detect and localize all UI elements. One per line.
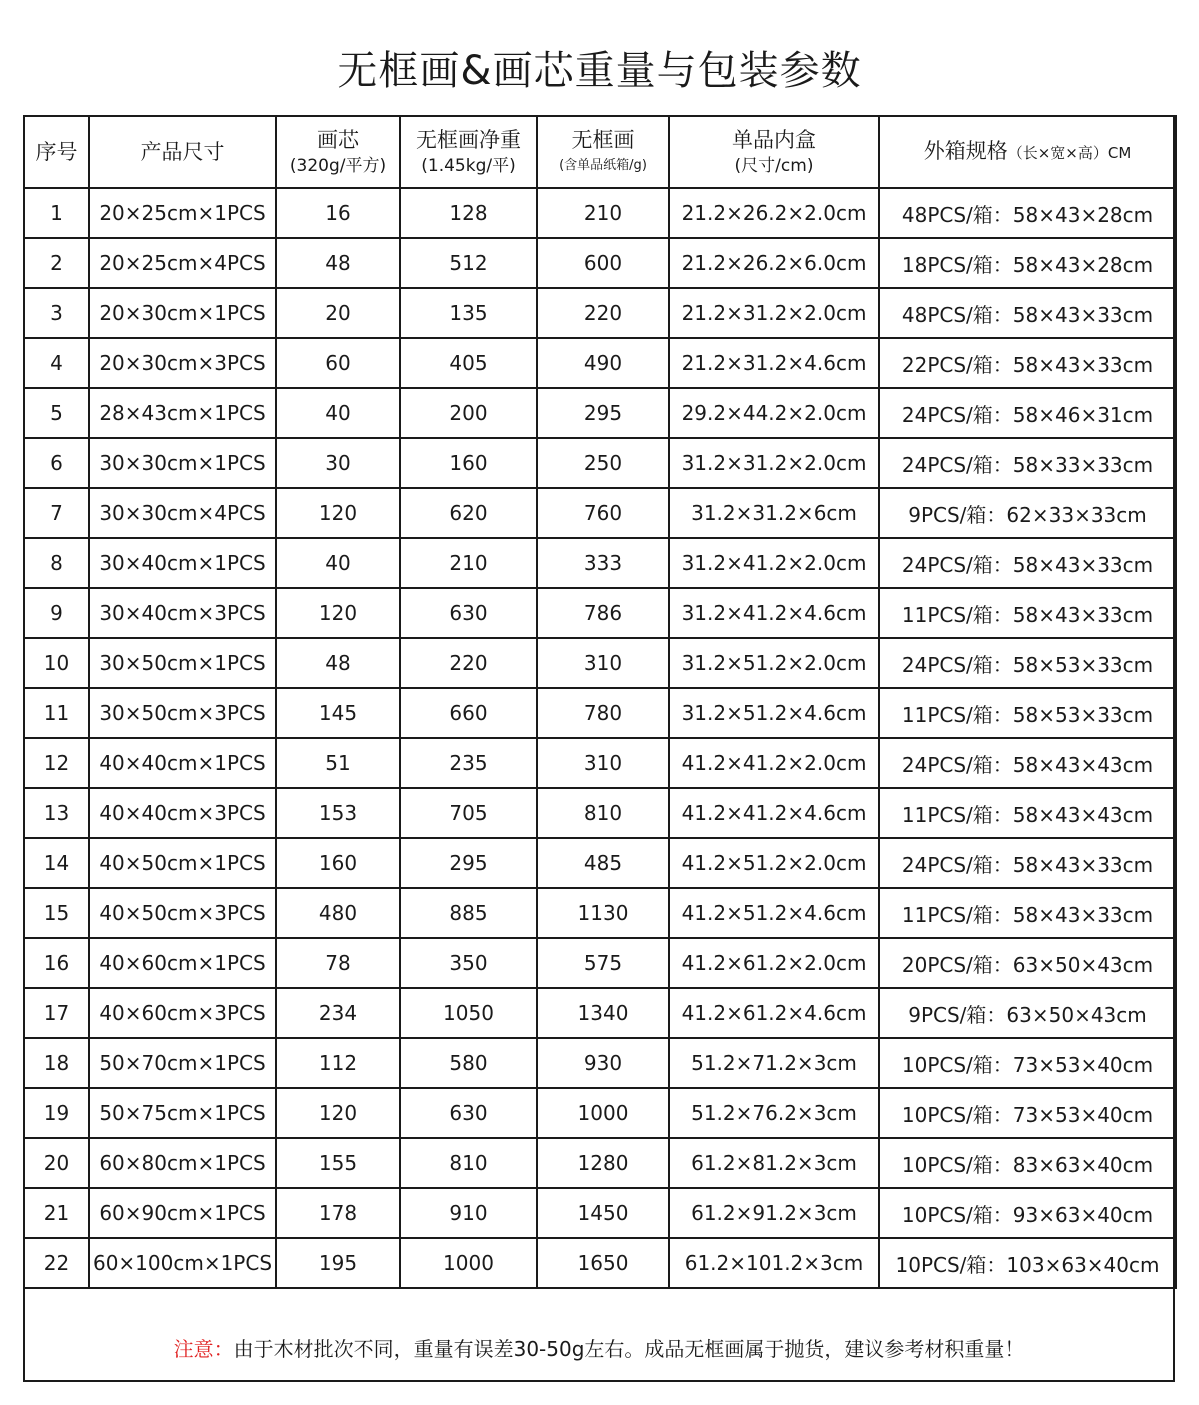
cell-product-size: 30×30cm×4PCS [89, 488, 276, 538]
cell-canvas-core: 40 [276, 538, 400, 588]
cell-index: 12 [24, 738, 89, 788]
cell-net-weight: 630 [400, 588, 537, 638]
cell-index: 15 [24, 888, 89, 938]
col-header-main: 无框画 [571, 128, 635, 152]
col-header-sub: (320g/平方) [289, 156, 387, 176]
cell-frameless-weight: 1280 [537, 1138, 669, 1188]
cell-product-size: 20×25cm×4PCS [89, 238, 276, 288]
note-text: 由于木材批次不同，重量有误差30-50g左右。成品无框画属于抛货，建议参考材积重量！ [233, 1337, 1025, 1361]
cell-inner-box: 31.2×51.2×2.0cm [669, 638, 879, 688]
cell-frameless-weight: 310 [537, 738, 669, 788]
cell-frameless-weight: 1650 [537, 1238, 669, 1288]
col-header-sub: （长×宽×高）CM [1007, 144, 1132, 162]
cell-index: 18 [24, 1038, 89, 1088]
cell-index: 2 [24, 238, 89, 288]
cell-frameless-weight: 786 [537, 588, 669, 638]
cell-frameless-weight: 1450 [537, 1188, 669, 1238]
cell-net-weight: 160 [400, 438, 537, 488]
cell-product-size: 50×70cm×1PCS [89, 1038, 276, 1088]
cell-outer-carton: 48PCS/箱：58×43×33cm [879, 288, 1176, 338]
cell-inner-box: 61.2×81.2×3cm [669, 1138, 879, 1188]
cell-index: 22 [24, 1238, 89, 1288]
cell-outer-carton: 10PCS/箱：83×63×40cm [879, 1138, 1176, 1188]
cell-net-weight: 210 [400, 538, 537, 588]
cell-inner-box: 31.2×51.2×4.6cm [669, 688, 879, 738]
cell-canvas-core: 145 [276, 688, 400, 738]
cell-canvas-core: 480 [276, 888, 400, 938]
cell-net-weight: 220 [400, 638, 537, 688]
cell-net-weight: 200 [400, 388, 537, 438]
cell-index: 19 [24, 1088, 89, 1138]
cell-outer-carton: 11PCS/箱：58×43×33cm [879, 888, 1176, 938]
cell-frameless-weight: 1000 [537, 1088, 669, 1138]
cell-product-size: 60×100cm×1PCS [89, 1238, 276, 1288]
cell-canvas-core: 16 [276, 188, 400, 238]
cell-canvas-core: 48 [276, 238, 400, 288]
cell-inner-box: 31.2×41.2×2.0cm [669, 538, 879, 588]
col-header-main: 无框画净重 [416, 128, 521, 152]
cell-index: 14 [24, 838, 89, 888]
cell-product-size: 30×50cm×3PCS [89, 688, 276, 738]
note-label: 注意： [173, 1337, 234, 1361]
cell-frameless-weight: 295 [537, 388, 669, 438]
cell-inner-box: 41.2×51.2×2.0cm [669, 838, 879, 888]
cell-net-weight: 620 [400, 488, 537, 538]
cell-outer-carton: 10PCS/箱：93×63×40cm [879, 1188, 1176, 1238]
cell-canvas-core: 155 [276, 1138, 400, 1188]
cell-inner-box: 21.2×31.2×4.6cm [669, 338, 879, 388]
cell-product-size: 60×80cm×1PCS [89, 1138, 276, 1188]
cell-canvas-core: 195 [276, 1238, 400, 1288]
cell-net-weight: 128 [400, 188, 537, 238]
cell-outer-carton: 24PCS/箱：58×43×43cm [879, 738, 1176, 788]
table-frame [23, 115, 1175, 1382]
cell-inner-box: 31.2×31.2×2.0cm [669, 438, 879, 488]
cell-outer-carton: 18PCS/箱：58×43×28cm [879, 238, 1176, 288]
cell-outer-carton: 48PCS/箱：58×43×28cm [879, 188, 1176, 238]
cell-product-size: 40×60cm×1PCS [89, 938, 276, 988]
cell-net-weight: 135 [400, 288, 537, 338]
cell-inner-box: 41.2×41.2×2.0cm [669, 738, 879, 788]
cell-inner-box: 31.2×31.2×6cm [669, 488, 879, 538]
cell-frameless-weight: 780 [537, 688, 669, 738]
cell-frameless-weight: 810 [537, 788, 669, 838]
cell-inner-box: 61.2×101.2×3cm [669, 1238, 879, 1288]
cell-product-size: 40×50cm×3PCS [89, 888, 276, 938]
cell-product-size: 40×50cm×1PCS [89, 838, 276, 888]
cell-outer-carton: 11PCS/箱：58×53×33cm [879, 688, 1176, 738]
col-header-sub: (1.45kg/平) [421, 156, 516, 176]
cell-canvas-core: 120 [276, 1088, 400, 1138]
cell-frameless-weight: 760 [537, 488, 669, 538]
cell-index: 17 [24, 988, 89, 1038]
cell-index: 8 [24, 538, 89, 588]
col-header-main: 产品尺寸 [140, 140, 225, 164]
cell-inner-box: 51.2×71.2×3cm [669, 1038, 879, 1088]
cell-index: 20 [24, 1138, 89, 1188]
cell-outer-carton: 24PCS/箱：58×53×33cm [879, 638, 1176, 688]
cell-canvas-core: 160 [276, 838, 400, 888]
cell-product-size: 40×40cm×3PCS [89, 788, 276, 838]
cell-canvas-core: 234 [276, 988, 400, 1038]
cell-inner-box: 41.2×61.2×2.0cm [669, 938, 879, 988]
cell-index: 1 [24, 188, 89, 238]
cell-frameless-weight: 490 [537, 338, 669, 388]
cell-outer-carton: 24PCS/箱：58×33×33cm [879, 438, 1176, 488]
cell-inner-box: 41.2×61.2×4.6cm [669, 988, 879, 1038]
cell-outer-carton: 20PCS/箱：63×50×43cm [879, 938, 1176, 988]
cell-outer-carton: 24PCS/箱：58×46×31cm [879, 388, 1176, 438]
cell-inner-box: 21.2×26.2×6.0cm [669, 238, 879, 288]
cell-frameless-weight: 310 [537, 638, 669, 688]
cell-index: 7 [24, 488, 89, 538]
cell-net-weight: 885 [400, 888, 537, 938]
cell-index: 16 [24, 938, 89, 988]
cell-outer-carton: 10PCS/箱：73×53×40cm [879, 1088, 1176, 1138]
cell-inner-box: 51.2×76.2×3cm [669, 1088, 879, 1138]
cell-inner-box: 41.2×51.2×4.6cm [669, 888, 879, 938]
cell-net-weight: 1050 [400, 988, 537, 1038]
cell-product-size: 30×40cm×3PCS [89, 588, 276, 638]
cell-outer-carton: 11PCS/箱：58×43×43cm [879, 788, 1176, 838]
cell-canvas-core: 60 [276, 338, 400, 388]
cell-net-weight: 910 [400, 1188, 537, 1238]
cell-index: 13 [24, 788, 89, 838]
cell-product-size: 20×25cm×1PCS [89, 188, 276, 238]
cell-index: 5 [24, 388, 89, 438]
cell-net-weight: 1000 [400, 1238, 537, 1288]
cell-canvas-core: 120 [276, 488, 400, 538]
cell-frameless-weight: 210 [537, 188, 669, 238]
cell-frameless-weight: 575 [537, 938, 669, 988]
cell-index: 9 [24, 588, 89, 638]
cell-frameless-weight: 600 [537, 238, 669, 288]
cell-canvas-core: 40 [276, 388, 400, 438]
cell-outer-carton: 9PCS/箱：63×50×43cm [879, 988, 1176, 1038]
cell-net-weight: 512 [400, 238, 537, 288]
cell-frameless-weight: 485 [537, 838, 669, 888]
col-header-sub: (尺寸/cm) [734, 156, 814, 176]
cell-canvas-core: 78 [276, 938, 400, 988]
cell-frameless-weight: 1340 [537, 988, 669, 1038]
cell-index: 6 [24, 438, 89, 488]
cell-frameless-weight: 930 [537, 1038, 669, 1088]
col-header-main: 序号 [35, 140, 78, 164]
cell-canvas-core: 48 [276, 638, 400, 688]
cell-canvas-core: 30 [276, 438, 400, 488]
cell-net-weight: 705 [400, 788, 537, 838]
cell-outer-carton: 24PCS/箱：58×43×33cm [879, 538, 1176, 588]
cell-canvas-core: 51 [276, 738, 400, 788]
cell-outer-carton: 10PCS/箱：73×53×40cm [879, 1038, 1176, 1088]
cell-index: 3 [24, 288, 89, 338]
cell-frameless-weight: 333 [537, 538, 669, 588]
cell-net-weight: 235 [400, 738, 537, 788]
cell-product-size: 28×43cm×1PCS [89, 388, 276, 438]
cell-index: 11 [24, 688, 89, 738]
cell-outer-carton: 11PCS/箱：58×43×33cm [879, 588, 1176, 638]
cell-product-size: 30×40cm×1PCS [89, 538, 276, 588]
cell-net-weight: 810 [400, 1138, 537, 1188]
cell-net-weight: 405 [400, 338, 537, 388]
cell-outer-carton: 10PCS/箱：103×63×40cm [879, 1238, 1176, 1288]
cell-outer-carton: 24PCS/箱：58×43×33cm [879, 838, 1176, 888]
cell-inner-box: 31.2×41.2×4.6cm [669, 588, 879, 638]
cell-product-size: 30×30cm×1PCS [89, 438, 276, 488]
cell-inner-box: 29.2×44.2×2.0cm [669, 388, 879, 438]
cell-inner-box: 21.2×26.2×2.0cm [669, 188, 879, 238]
page-title: 无框画&画芯重量与包装参数 [337, 48, 862, 94]
cell-inner-box: 61.2×91.2×3cm [669, 1188, 879, 1238]
cell-inner-box: 21.2×31.2×2.0cm [669, 288, 879, 338]
cell-net-weight: 350 [400, 938, 537, 988]
col-header-sub: (含单品纸箱/g) [559, 158, 647, 173]
cell-product-size: 40×60cm×3PCS [89, 988, 276, 1038]
cell-index: 21 [24, 1188, 89, 1238]
cell-product-size: 20×30cm×1PCS [89, 288, 276, 338]
col-header-main: 外箱规格 [923, 139, 1008, 163]
cell-net-weight: 660 [400, 688, 537, 738]
cell-outer-carton: 9PCS/箱：62×33×33cm [879, 488, 1176, 538]
cell-frameless-weight: 250 [537, 438, 669, 488]
cell-frameless-weight: 1130 [537, 888, 669, 938]
cell-net-weight: 295 [400, 838, 537, 888]
cell-product-size: 40×40cm×1PCS [89, 738, 276, 788]
cell-canvas-core: 112 [276, 1038, 400, 1088]
cell-canvas-core: 120 [276, 588, 400, 638]
cell-product-size: 60×90cm×1PCS [89, 1188, 276, 1238]
cell-frameless-weight: 220 [537, 288, 669, 338]
col-header-main: 画芯 [317, 128, 359, 152]
cell-outer-carton: 22PCS/箱：58×43×33cm [879, 338, 1176, 388]
cell-canvas-core: 20 [276, 288, 400, 338]
cell-net-weight: 630 [400, 1088, 537, 1138]
cell-canvas-core: 178 [276, 1188, 400, 1238]
cell-index: 4 [24, 338, 89, 388]
col-header-main: 单品内盒 [732, 128, 816, 152]
cell-product-size: 20×30cm×3PCS [89, 338, 276, 388]
cell-product-size: 30×50cm×1PCS [89, 638, 276, 688]
cell-canvas-core: 153 [276, 788, 400, 838]
cell-index: 10 [24, 638, 89, 688]
cell-net-weight: 580 [400, 1038, 537, 1088]
cell-inner-box: 41.2×41.2×4.6cm [669, 788, 879, 838]
cell-product-size: 50×75cm×1PCS [89, 1088, 276, 1138]
